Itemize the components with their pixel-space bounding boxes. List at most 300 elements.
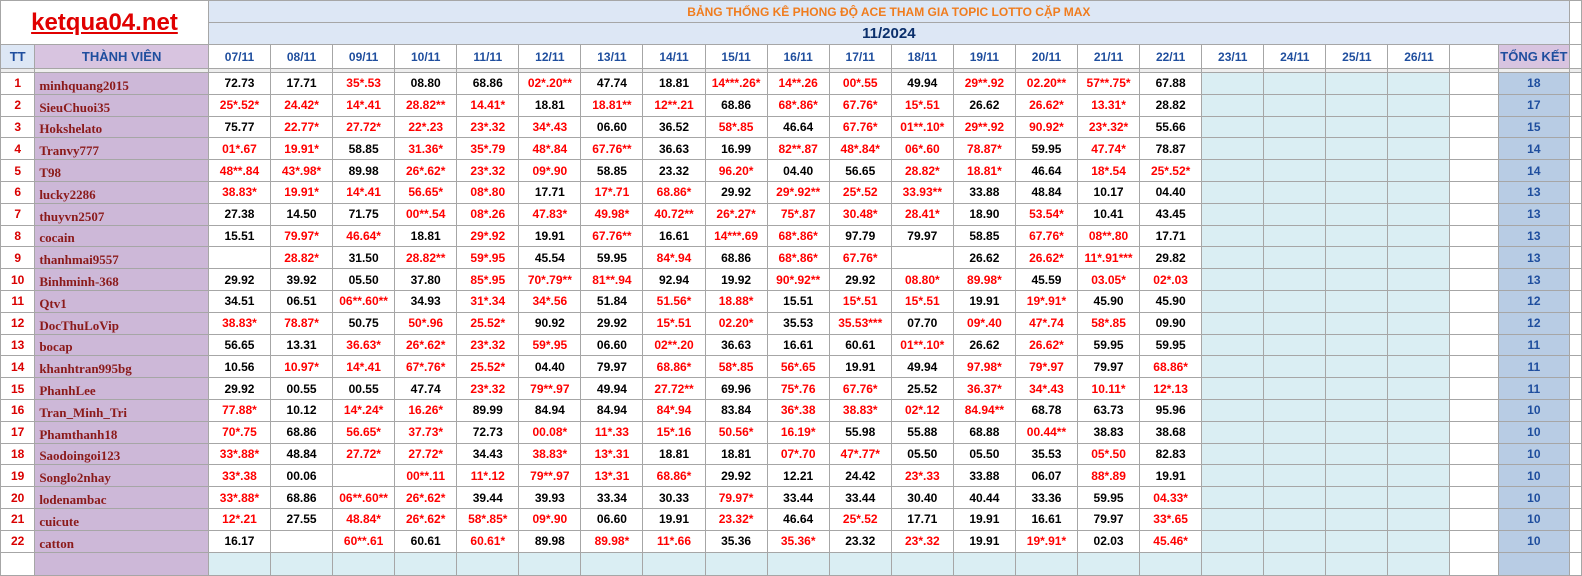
result-cell[interactable]: 36.63 (643, 138, 705, 160)
member-name[interactable]: lucky2286 (35, 181, 209, 203)
result-cell[interactable]: 08.80 (395, 73, 457, 95)
result-cell[interactable]: 68*.86* (767, 247, 829, 269)
result-cell[interactable]: 50*.96 (395, 312, 457, 334)
member-name[interactable]: Songlo2nhay (35, 465, 209, 487)
result-cell[interactable]: 10.17 (1078, 181, 1140, 203)
result-cell[interactable]: 08*.80 (457, 181, 519, 203)
result-cell[interactable]: 17.71 (1140, 225, 1202, 247)
result-cell[interactable]: 68.86* (643, 181, 705, 203)
result-cell[interactable]: 39.93 (519, 487, 581, 509)
result-cell[interactable]: 19.91 (953, 290, 1015, 312)
result-cell[interactable]: 17.71 (519, 181, 581, 203)
total-score[interactable]: 14 (1498, 138, 1569, 160)
result-cell[interactable]: 00.55 (271, 378, 333, 400)
result-cell[interactable]: 11*.33 (581, 421, 643, 443)
empty-cell[interactable] (1326, 465, 1388, 487)
result-cell[interactable]: 27.38 (208, 203, 270, 225)
result-cell[interactable]: 10.97* (271, 356, 333, 378)
result-cell[interactable]: 34*.43 (1015, 378, 1077, 400)
result-cell[interactable]: 06**.60** (333, 290, 395, 312)
result-cell[interactable]: 83.84 (705, 399, 767, 421)
total-score[interactable]: 18 (1498, 73, 1569, 95)
empty-cell[interactable] (1388, 181, 1450, 203)
result-cell[interactable]: 49.94 (891, 73, 953, 95)
result-cell[interactable]: 48*.84 (519, 138, 581, 160)
empty-cell[interactable] (1264, 73, 1326, 95)
result-cell[interactable]: 71.75 (333, 203, 395, 225)
result-cell[interactable]: 56.65* (333, 421, 395, 443)
result-cell[interactable]: 16.26* (395, 399, 457, 421)
empty-cell[interactable] (1450, 94, 1498, 116)
result-cell[interactable]: 36.37* (953, 378, 1015, 400)
result-cell[interactable]: 11*.66 (643, 530, 705, 552)
empty-cell[interactable] (1388, 269, 1450, 291)
result-cell[interactable]: 26*.62* (395, 160, 457, 182)
result-cell[interactable]: 82.83 (1140, 443, 1202, 465)
result-cell[interactable]: 22*.23 (395, 116, 457, 138)
result-cell[interactable]: 60.61 (395, 530, 457, 552)
result-cell[interactable]: 46.64* (333, 225, 395, 247)
result-cell[interactable]: 26.62 (953, 247, 1015, 269)
member-name[interactable]: thuyvn2507 (35, 203, 209, 225)
result-cell[interactable]: 23*.33 (891, 465, 953, 487)
member-name[interactable]: Binhminh-368 (35, 269, 209, 291)
empty-cell[interactable] (1264, 94, 1326, 116)
total-score[interactable]: 13 (1498, 225, 1569, 247)
total-score[interactable]: 15 (1498, 116, 1569, 138)
result-cell[interactable]: 48**.84 (208, 160, 270, 182)
total-score[interactable]: 10 (1498, 443, 1569, 465)
result-cell[interactable]: 58*.85* (457, 508, 519, 530)
result-cell[interactable]: 00.44** (1015, 421, 1077, 443)
result-cell[interactable]: 18.88* (705, 290, 767, 312)
result-cell[interactable]: 70*.79** (519, 269, 581, 291)
empty-cell[interactable] (1264, 312, 1326, 334)
result-cell[interactable]: 59.95 (1140, 334, 1202, 356)
result-cell[interactable]: 12.21 (767, 465, 829, 487)
result-cell[interactable]: 84.94 (519, 399, 581, 421)
result-cell[interactable]: 19*.91* (1015, 530, 1077, 552)
result-cell[interactable]: 29.92 (829, 269, 891, 291)
result-cell[interactable]: 34.43 (457, 443, 519, 465)
row-number[interactable]: 6 (1, 181, 35, 203)
result-cell[interactable]: 58*.85 (705, 356, 767, 378)
month-label[interactable]: 11/2024 (208, 23, 1569, 45)
empty-cell[interactable] (1450, 552, 1498, 575)
empty-cell[interactable] (1450, 160, 1498, 182)
result-cell[interactable]: 05.50 (891, 443, 953, 465)
result-cell[interactable]: 17*.71 (581, 181, 643, 203)
site-logo[interactable]: ketqua04.net (31, 8, 178, 36)
header-tt[interactable]: TT (1, 45, 35, 69)
row-number[interactable]: 1 (1, 73, 35, 95)
result-cell[interactable]: 16.19* (767, 421, 829, 443)
member-name[interactable]: Phamthanh18 (35, 421, 209, 443)
result-cell[interactable]: 04.40 (1140, 181, 1202, 203)
empty-cell[interactable] (1569, 487, 1581, 509)
result-cell[interactable]: 02.03 (1078, 530, 1140, 552)
empty-cell[interactable] (1388, 312, 1450, 334)
empty-cell[interactable] (1450, 45, 1498, 69)
empty-cell[interactable] (1569, 443, 1581, 465)
result-cell[interactable]: 68.86* (643, 356, 705, 378)
total-score[interactable]: 13 (1498, 181, 1569, 203)
result-cell[interactable]: 14*.41 (333, 94, 395, 116)
result-cell[interactable]: 19.91 (953, 530, 1015, 552)
result-cell[interactable]: 79.97 (891, 225, 953, 247)
result-cell[interactable]: 08*.26 (457, 203, 519, 225)
empty-cell[interactable] (1388, 160, 1450, 182)
member-name[interactable]: cuicute (35, 508, 209, 530)
empty-cell[interactable] (1202, 312, 1264, 334)
total-score[interactable]: 11 (1498, 378, 1569, 400)
header-day[interactable]: 08/11 (271, 45, 333, 69)
empty-cell[interactable] (1388, 399, 1450, 421)
result-cell[interactable]: 14.50 (271, 203, 333, 225)
empty-cell[interactable] (1326, 94, 1388, 116)
result-cell[interactable]: 27.72* (333, 116, 395, 138)
empty-cell[interactable] (1388, 290, 1450, 312)
header-day[interactable]: 07/11 (208, 45, 270, 69)
empty-cell[interactable] (1202, 116, 1264, 138)
result-cell[interactable]: 79.97 (1078, 508, 1140, 530)
empty-cell[interactable] (1202, 269, 1264, 291)
empty-cell[interactable] (1326, 334, 1388, 356)
result-cell[interactable]: 17.71 (891, 508, 953, 530)
result-cell[interactable]: 18*.54 (1078, 160, 1140, 182)
empty-cell[interactable] (1388, 530, 1450, 552)
result-cell[interactable]: 29*.92 (457, 225, 519, 247)
empty-cell[interactable] (1264, 203, 1326, 225)
result-cell[interactable]: 68.86 (705, 94, 767, 116)
result-cell[interactable]: 68*.86* (767, 94, 829, 116)
empty-cell[interactable] (1450, 116, 1498, 138)
result-cell[interactable]: 48.84 (271, 443, 333, 465)
row-number[interactable]: 9 (1, 247, 35, 269)
empty-cell[interactable] (1569, 334, 1581, 356)
member-name[interactable]: Saodoingoi123 (35, 443, 209, 465)
result-cell[interactable]: 15*.51 (891, 94, 953, 116)
member-name[interactable]: khanhtran995bg (35, 356, 209, 378)
result-cell[interactable]: 05.50 (953, 443, 1015, 465)
empty-cell[interactable] (1326, 160, 1388, 182)
result-cell[interactable]: 90.92* (1015, 116, 1077, 138)
empty-cell[interactable] (35, 552, 209, 575)
result-cell[interactable]: 04.40 (519, 356, 581, 378)
empty-cell[interactable] (1450, 312, 1498, 334)
result-cell[interactable]: 06**.60** (333, 487, 395, 509)
empty-cell[interactable] (1264, 508, 1326, 530)
empty-cell[interactable] (1202, 465, 1264, 487)
result-cell[interactable]: 14*.41 (333, 356, 395, 378)
empty-cell[interactable] (1202, 290, 1264, 312)
result-cell[interactable]: 06.60 (581, 116, 643, 138)
result-cell[interactable]: 36.52 (643, 116, 705, 138)
result-cell[interactable]: 04.40 (767, 160, 829, 182)
empty-cell[interactable] (1202, 334, 1264, 356)
result-cell[interactable]: 39.44 (457, 487, 519, 509)
total-score[interactable]: 10 (1498, 399, 1569, 421)
result-cell[interactable]: 43.45 (1140, 203, 1202, 225)
result-cell[interactable]: 39.92 (271, 269, 333, 291)
result-cell[interactable]: 56.65* (395, 181, 457, 203)
row-number[interactable]: 13 (1, 334, 35, 356)
result-cell[interactable]: 28.82** (395, 94, 457, 116)
result-cell[interactable]: 85*.95 (457, 269, 519, 291)
result-cell[interactable]: 23*.32 (457, 116, 519, 138)
result-cell[interactable]: 38.68 (1140, 421, 1202, 443)
empty-cell[interactable] (1569, 203, 1581, 225)
result-cell[interactable]: 26.62* (1015, 334, 1077, 356)
result-cell[interactable]: 95.96 (1140, 399, 1202, 421)
result-cell[interactable]: 35.36* (767, 530, 829, 552)
result-cell[interactable] (271, 530, 333, 552)
empty-cell[interactable] (1015, 552, 1077, 575)
result-cell[interactable]: 58*.85 (1078, 312, 1140, 334)
result-cell[interactable]: 68.86 (271, 421, 333, 443)
header-day[interactable]: 21/11 (1078, 45, 1140, 69)
member-name[interactable]: T98 (35, 160, 209, 182)
result-cell[interactable]: 07.70 (891, 312, 953, 334)
result-cell[interactable]: 33.44 (829, 487, 891, 509)
result-cell[interactable]: 40.44 (953, 487, 1015, 509)
result-cell[interactable]: 31*.34 (457, 290, 519, 312)
empty-cell[interactable] (1326, 73, 1388, 95)
empty-cell[interactable] (1388, 225, 1450, 247)
empty-cell[interactable] (1202, 421, 1264, 443)
empty-cell[interactable] (1450, 203, 1498, 225)
result-cell[interactable]: 67.88 (1140, 73, 1202, 95)
result-cell[interactable]: 82**.87 (767, 138, 829, 160)
result-cell[interactable]: 47.74 (395, 378, 457, 400)
result-cell[interactable]: 25.52* (457, 312, 519, 334)
result-cell[interactable]: 11*.91*** (1078, 247, 1140, 269)
row-number[interactable]: 16 (1, 399, 35, 421)
result-cell[interactable]: 09*.90 (519, 160, 581, 182)
result-cell[interactable]: 60**.61 (333, 530, 395, 552)
result-cell[interactable]: 77.88* (208, 399, 270, 421)
result-cell[interactable]: 14*.24* (333, 399, 395, 421)
result-cell[interactable]: 00.06 (271, 465, 333, 487)
result-cell[interactable]: 33.44 (767, 487, 829, 509)
result-cell[interactable]: 09*.90 (519, 508, 581, 530)
result-cell[interactable]: 23*.32 (457, 378, 519, 400)
member-name[interactable]: Tranvy777 (35, 138, 209, 160)
result-cell[interactable]: 84*.94 (643, 247, 705, 269)
result-cell[interactable]: 07*.70 (767, 443, 829, 465)
empty-cell[interactable] (1388, 73, 1450, 95)
empty-cell[interactable] (1202, 181, 1264, 203)
result-cell[interactable]: 67.76* (829, 94, 891, 116)
result-cell[interactable]: 38.83* (208, 181, 270, 203)
empty-cell[interactable] (1450, 290, 1498, 312)
result-cell[interactable]: 00*.55 (829, 73, 891, 95)
empty-cell[interactable] (1450, 334, 1498, 356)
result-cell[interactable]: 33*.38 (208, 465, 270, 487)
result-cell[interactable]: 67.76* (1015, 225, 1077, 247)
result-cell[interactable]: 19.91 (643, 508, 705, 530)
empty-cell[interactable] (1140, 552, 1202, 575)
empty-cell[interactable] (1264, 421, 1326, 443)
empty-cell[interactable] (1388, 94, 1450, 116)
header-day[interactable]: 16/11 (767, 45, 829, 69)
result-cell[interactable]: 63.73 (1078, 399, 1140, 421)
result-cell[interactable]: 69.96 (705, 378, 767, 400)
empty-cell[interactable] (1264, 399, 1326, 421)
empty-cell[interactable] (1202, 487, 1264, 509)
result-cell[interactable]: 06.51 (271, 290, 333, 312)
result-cell[interactable]: 06.60 (581, 334, 643, 356)
result-cell[interactable]: 08**.80 (1078, 225, 1140, 247)
result-cell[interactable]: 84.94 (581, 399, 643, 421)
empty-cell[interactable] (1326, 487, 1388, 509)
empty-cell[interactable] (829, 552, 891, 575)
empty-cell[interactable] (1569, 1, 1581, 23)
result-cell[interactable]: 33*.88* (208, 443, 270, 465)
result-cell[interactable]: 78.87 (1140, 138, 1202, 160)
empty-cell[interactable] (1450, 487, 1498, 509)
result-cell[interactable]: 10.12 (271, 399, 333, 421)
empty-cell[interactable] (705, 552, 767, 575)
result-cell[interactable]: 56.65 (829, 160, 891, 182)
result-cell[interactable]: 49.94 (581, 378, 643, 400)
result-cell[interactable]: 34*.56 (519, 290, 581, 312)
result-cell[interactable]: 01**.10* (891, 116, 953, 138)
empty-cell[interactable] (1569, 116, 1581, 138)
empty-cell[interactable] (1388, 443, 1450, 465)
result-cell[interactable]: 79*.97 (1015, 356, 1077, 378)
result-cell[interactable]: 26.62* (1015, 247, 1077, 269)
result-cell[interactable]: 15*.51 (829, 290, 891, 312)
result-cell[interactable]: 19.91* (271, 138, 333, 160)
result-cell[interactable]: 29*.92** (767, 181, 829, 203)
empty-cell[interactable] (1326, 181, 1388, 203)
result-cell[interactable]: 29.92 (208, 378, 270, 400)
result-cell[interactable]: 79**.97 (519, 378, 581, 400)
result-cell[interactable]: 47*.77* (829, 443, 891, 465)
result-cell[interactable]: 25*.52* (208, 94, 270, 116)
result-cell[interactable]: 89.98* (953, 269, 1015, 291)
result-cell[interactable]: 01**.10* (891, 334, 953, 356)
row-number[interactable]: 7 (1, 203, 35, 225)
result-cell[interactable]: 02*.20** (519, 73, 581, 95)
result-cell[interactable]: 23*.32* (1078, 116, 1140, 138)
result-cell[interactable]: 10.56 (208, 356, 270, 378)
result-cell[interactable]: 36.63 (705, 334, 767, 356)
result-cell[interactable]: 46.64 (767, 508, 829, 530)
result-cell[interactable]: 79.97 (581, 356, 643, 378)
result-cell[interactable]: 29**.92 (953, 116, 1015, 138)
empty-cell[interactable] (1569, 94, 1581, 116)
result-cell[interactable]: 18.81* (953, 160, 1015, 182)
empty-cell[interactable] (1569, 421, 1581, 443)
result-cell[interactable]: 19.91 (519, 225, 581, 247)
result-cell[interactable]: 14.41* (457, 94, 519, 116)
result-cell[interactable]: 33.36 (1015, 487, 1077, 509)
empty-cell[interactable] (891, 552, 953, 575)
result-cell[interactable]: 49.94 (891, 356, 953, 378)
result-cell[interactable]: 88*.89 (1078, 465, 1140, 487)
result-cell[interactable]: 27.72* (333, 443, 395, 465)
result-cell[interactable]: 45.54 (519, 247, 581, 269)
result-cell[interactable]: 79.97* (271, 225, 333, 247)
result-cell[interactable]: 75*.76 (767, 378, 829, 400)
empty-cell[interactable] (519, 552, 581, 575)
total-score[interactable]: 17 (1498, 94, 1569, 116)
result-cell[interactable]: 33*.88* (208, 487, 270, 509)
result-cell[interactable]: 18.81 (395, 225, 457, 247)
empty-cell[interactable] (1388, 465, 1450, 487)
result-cell[interactable]: 15*.51 (643, 312, 705, 334)
empty-cell[interactable] (1450, 225, 1498, 247)
result-cell[interactable]: 28.82* (891, 160, 953, 182)
empty-cell[interactable] (1569, 399, 1581, 421)
result-cell[interactable]: 06.60 (581, 508, 643, 530)
result-cell[interactable]: 67.76** (581, 138, 643, 160)
header-day[interactable]: 18/11 (891, 45, 953, 69)
total-score[interactable]: 10 (1498, 530, 1569, 552)
header-day[interactable]: 12/11 (519, 45, 581, 69)
result-cell[interactable]: 89.98 (519, 530, 581, 552)
result-cell[interactable]: 90.92 (519, 312, 581, 334)
result-cell[interactable]: 26.62 (953, 334, 1015, 356)
empty-cell[interactable] (1326, 312, 1388, 334)
result-cell[interactable]: 31.50 (333, 247, 395, 269)
header-day[interactable]: 11/11 (457, 45, 519, 69)
result-cell[interactable]: 79.97* (705, 487, 767, 509)
empty-cell[interactable] (1202, 73, 1264, 95)
empty-cell[interactable] (333, 552, 395, 575)
total-score[interactable]: 12 (1498, 290, 1569, 312)
result-cell[interactable]: 14**.26 (767, 73, 829, 95)
empty-cell[interactable] (1202, 160, 1264, 182)
result-cell[interactable]: 35*.79 (457, 138, 519, 160)
result-cell[interactable]: 15.51 (767, 290, 829, 312)
result-cell[interactable]: 67.76* (829, 378, 891, 400)
empty-cell[interactable] (1569, 530, 1581, 552)
empty-cell[interactable] (643, 552, 705, 575)
result-cell[interactable]: 03.05* (1078, 269, 1140, 291)
empty-cell[interactable] (1450, 356, 1498, 378)
empty-cell[interactable] (1450, 73, 1498, 95)
result-cell[interactable]: 35.36 (705, 530, 767, 552)
result-cell[interactable]: 02.20* (705, 312, 767, 334)
empty-cell[interactable] (1388, 487, 1450, 509)
member-name[interactable]: PhanhLee (35, 378, 209, 400)
row-number[interactable]: 22 (1, 530, 35, 552)
empty-cell[interactable] (1326, 269, 1388, 291)
sheet-title[interactable]: BẢNG THỐNG KÊ PHONG ĐỘ ACE THAM GIA TOPIC LOTTO CẶP MAX (208, 1, 1569, 23)
empty-cell[interactable] (1450, 247, 1498, 269)
empty-cell[interactable] (1450, 138, 1498, 160)
empty-cell[interactable] (1450, 181, 1498, 203)
result-cell[interactable]: 16.61 (643, 225, 705, 247)
result-cell[interactable]: 02**.20 (643, 334, 705, 356)
result-cell[interactable]: 00.55 (333, 378, 395, 400)
member-name[interactable]: cocain (35, 225, 209, 247)
empty-cell[interactable] (1450, 465, 1498, 487)
result-cell[interactable]: 60.61* (457, 530, 519, 552)
result-cell[interactable]: 19*.91* (1015, 290, 1077, 312)
empty-cell[interactable] (1388, 138, 1450, 160)
result-cell[interactable]: 89.99 (457, 399, 519, 421)
result-cell[interactable]: 28.41* (891, 203, 953, 225)
result-cell[interactable]: 24.42* (271, 94, 333, 116)
result-cell[interactable]: 15*.16 (643, 421, 705, 443)
member-name[interactable]: SieuChuoi35 (35, 94, 209, 116)
result-cell[interactable]: 11*.12 (457, 465, 519, 487)
empty-cell[interactable] (1326, 508, 1388, 530)
